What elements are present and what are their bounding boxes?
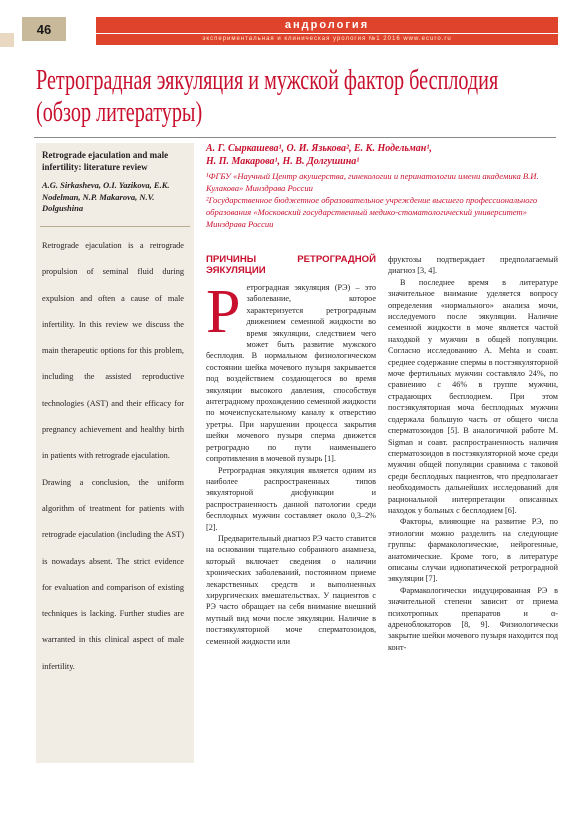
author-line: А. Г. Сыркашева¹, О. И. Язькова², Е. К. Нодельман¹,: [206, 143, 432, 154]
abstract-separator: [40, 226, 190, 227]
abstract-title: Retrograde ejaculation and male infertility: literature review: [42, 150, 169, 172]
article-title-line-1: Ретроградная эякуляция и мужской фактор бесплодия: [36, 65, 499, 96]
title-divider: [34, 137, 556, 138]
affiliation-1: ¹ФГБУ «Научный Центр акушерства, гинекологии и перинатологии имени академика В.И. Кулакова» Минздрава России: [206, 171, 539, 193]
section-heading: ПРИЧИНЫ РЕТРОГРАДНОЙ ЭЯКУЛЯЦИИ: [206, 254, 376, 276]
body-paragraph: Предварительный диагноз РЭ часто ставится на основании тщательно собранного анамнеза, который включает сведения о наличии хронических заболеваний, постоянном приеме лекарственных средств и выполненных хирургических вмешательствах. У пациентов с РЭ часто обращает на себя внимание внешний мутный вид мочи после эякуляции. Наличие в постэякуляторной моче сперматозоидов, семенной жидкости или: [206, 533, 376, 646]
abstract-body: [42, 233, 184, 680]
article-title-line-2: (обзор литературы): [36, 97, 203, 128]
body-paragraph: Фармакологически индуцированная РЭ в значительной степени зависит от приема психотропных препаратов и α-адреноблокаторов [8, 9]. Физиологически закрытие шейки мочевого пузыря находится под конт-: [388, 585, 558, 652]
header-decor: [0, 33, 14, 47]
abstract-paragraph: Retrograde ejaculation is a retrograde propulsion of seminal fluid during expulsion and often a cause of male infertility. In this review we discuss the main therapeutic options for this problem, including the assisted reproductive technologies (AST) and their efficacy for pregnancy achievement and healthy birth in patients with retrograde ejaculation.: [42, 241, 184, 461]
journal-line: экспериментальная и клиническая урология №1 2016 www.ecuro.ru: [96, 34, 558, 45]
body-paragraph: фруктозы подтверждает предполагаемый диагноз [3, 4].: [388, 255, 558, 276]
affiliation-2: ²Государственное бюджетное образовательное учреждение высшего профессионального образования «Московский государственный медико-стоматологический университет» Минздрава России: [206, 195, 538, 229]
body-paragraph: Факторы, влияющие на развитие РЭ, по этиологии можно разделить на следующие группы: фармакологические, нейрогенные, анатомические. Кроме того, в литературе описаны случаи идиопатической ретроградной эякуляции [7].: [388, 517, 558, 584]
body-paragraph: Ретроградная эякуляция является одним из наиболее распространенных типов эякуляторной дисфункции и распространенность данной патологии среди бесплодных мужчин составляет около 0,3–2% [2].: [206, 465, 376, 532]
author-list: [206, 142, 558, 168]
abstract-authors: A.G. Sirkasheva, O.I. Yazikova, E.K. Nodelman, N.P. Makarova, N.V. Dolgushina: [42, 180, 170, 213]
section-title: андрология: [284, 19, 370, 31]
section-band: [96, 17, 558, 33]
drop-cap: Р: [206, 278, 241, 346]
body-paragraph: В последнее время в литературе значительное внимание уделяется вопросу определения «нормального» анализа мочи, исследуемого после эякуляции. Наличие семенной жидкости в моче является частой находкой у мужчин в общей популяции. Согласно исследованию A. Mehta и соавт. среднее содержание спермы в постэякуляторной моче фертильных мужчин составляло 24%, по сравнению с 46% в группе мужчин, страдающих бесплодием. При этом постэякуляторная моча бесплодных мужчин содержала большую часть от общего числа сперматозоидов [5]. В аналогичной работе M. Sigman и соавт. распространенность наличия сперматозоидов в постэякуляторной моче среди мужчин общей популяции сравнима с таковой среди бесплодных пациентов, что предполагает необходимость дальнейших исследований для рациональной интерпретации описанных находок у больных с бесплодием [6].: [388, 277, 558, 515]
text-column-2: [388, 254, 558, 653]
abstract-paragraph: Drawing a conclusion, the uniform algorithm of treatment for patients with retrograde ejaculation (including the AST) is nowadays absent. The strict evidence for evaluation and comparison of existing techniques is lacking. Further studies are warranted in this clinical aspect of male infertility.: [42, 477, 184, 671]
affiliations: [206, 170, 558, 230]
page-header: [0, 0, 580, 46]
page-number: 46: [22, 17, 66, 41]
author-line: Н. П. Макарова¹, Н. В. Долгушина¹: [206, 156, 360, 167]
text-column-1: [206, 254, 376, 647]
article-title: [36, 65, 499, 129]
body-paragraph: етроградная эякуляция (РЭ) – это заболевание, которое характеризуется ретроградным движением семенной жидкости во время эякуляции, следствием чего может быть развитие мужского бесплодия. В нормальном физиологическом состоянии шейка мочевого пузыря закрывается под воздействием создающегося во время эякуляции высокого давления, способствуя антеградному прохождению семенной жидкости по мочеиспускательному каналу к отверстию уретры. При нарушении процесса закрытия шейки мочевого пузыря сперма движется ретроградно по пути наименьшего сопротивления в мочевой пузырь [1].: [206, 283, 376, 464]
